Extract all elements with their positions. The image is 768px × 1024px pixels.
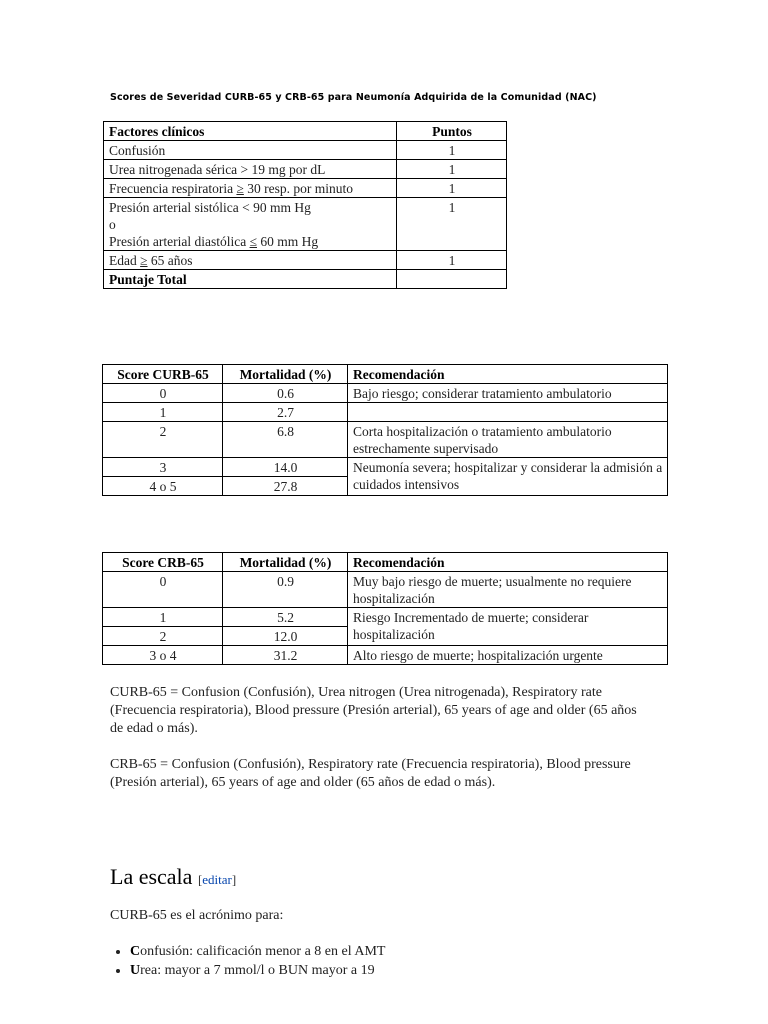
factor-cell: [104, 179, 397, 198]
list-item-text: rea: mayor a 7 mmol/l o BUN mayor a 19: [140, 963, 375, 978]
mortality-cell: 5.2: [223, 608, 348, 627]
factor-line: [109, 233, 392, 250]
table-row: [104, 270, 507, 289]
mortality-cell: 2.7: [223, 403, 348, 422]
score-cell: 1: [103, 608, 223, 627]
factor-cell: Urea nitrogenada sérica > 19 mg por dL: [104, 160, 397, 179]
score-cell: 1: [103, 403, 223, 422]
table-row: [104, 160, 507, 179]
list-item: [130, 961, 650, 980]
mortality-cell: 6.8: [223, 422, 348, 458]
edit-link[interactable]: editar: [202, 872, 232, 887]
score-cell: 2: [103, 627, 223, 646]
edit-bracket-open: [: [197, 872, 203, 887]
edit-section: [198, 872, 236, 887]
factor-text: Edad: [109, 253, 141, 268]
gte-symbol: ≥: [236, 181, 244, 196]
factor-text: Frecuencia respiratoria: [109, 181, 237, 196]
list-item: [130, 942, 650, 961]
factor-text: 65 años: [147, 253, 193, 268]
factor-line: Presión arterial sistólica < 90 mm Hg: [109, 200, 311, 215]
section-heading: [110, 864, 236, 890]
points-cell: 1: [397, 198, 507, 251]
clinical-factors-table: [103, 121, 507, 289]
column-header: Recomendación: [348, 553, 668, 572]
document-title: Scores de Severidad CURB-65 y CRB-65 para Neumonía Adquirida de la Comunidad (NAC): [110, 92, 597, 103]
column-header: Score CURB-65: [103, 365, 223, 384]
score-cell: 2: [103, 422, 223, 458]
score-cell: 0: [103, 572, 223, 608]
gte-symbol: ≥: [140, 253, 148, 268]
total-label: Puntaje Total: [104, 270, 397, 289]
lte-symbol: ≤: [249, 234, 257, 249]
curb65-definition: CURB-65 = Confusion (Confusión), Urea nitrogen (Urea nitrogenada), Respiratory rate (Frecuencia respiratoria), Blood pressure (Presión arterial), 65 years of age and older (65 años de edad o más).: [110, 685, 637, 736]
acronym-intro: CURB-65 es el acrónimo para:: [110, 908, 284, 923]
section-heading-text: La escala: [110, 864, 193, 889]
factor-cell: Confusión: [104, 141, 397, 160]
mortality-cell: 0.6: [223, 384, 348, 403]
table-row: [104, 251, 507, 270]
recommendation-cell: Alto riesgo de muerte; hospitalización urgente: [348, 646, 668, 665]
table-row: [103, 572, 668, 608]
score-cell: 3 o 4: [103, 646, 223, 665]
mortality-cell: 0.9: [223, 572, 348, 608]
factor-line: o: [109, 217, 116, 232]
mortality-cell: 31.2: [223, 646, 348, 665]
recommendation-cell: Bajo riesgo; considerar tratamiento ambulatorio: [348, 384, 668, 403]
column-header: Score CRB-65: [103, 553, 223, 572]
recommendation-cell: [348, 403, 668, 422]
acronym-letter: U: [130, 963, 141, 978]
table-row: [103, 458, 668, 477]
points-cell: 1: [397, 141, 507, 160]
column-header: Mortalidad (%): [223, 365, 348, 384]
recommendation-cell: Neumonía severa; hospitalizar y considerar la admisión a cuidados intensivos: [348, 458, 668, 496]
total-cell: [397, 270, 507, 289]
mortality-cell: 27.8: [223, 477, 348, 496]
recommendation-cell: Muy bajo riesgo de muerte; usualmente no requiere hospitalización: [348, 572, 668, 608]
column-header: Recomendación: [348, 365, 668, 384]
crb65-table: [102, 552, 668, 665]
column-header: Mortalidad (%): [223, 553, 348, 572]
table-header-row: [104, 122, 507, 141]
crb65-definition: CRB-65 = Confusion (Confusión), Respiratory rate (Frecuencia respiratoria), Blood pressure (Presión arterial), 65 years of age and older (65 años de edad o más).: [110, 757, 631, 790]
points-cell: 1: [397, 251, 507, 270]
points-cell: 1: [397, 179, 507, 198]
table-row: [103, 384, 668, 403]
recommendation-cell: Corta hospitalización o tratamiento ambulatorio estrechamente supervisado: [348, 422, 668, 458]
points-cell: 1: [397, 160, 507, 179]
curb65-table: [102, 364, 668, 496]
score-cell: 3: [103, 458, 223, 477]
table-row: [103, 646, 668, 665]
mortality-cell: 12.0: [223, 627, 348, 646]
score-cell: 4 o 5: [103, 477, 223, 496]
list-item-text: onfusión: calificación menor a 8 en el AMT: [140, 944, 386, 959]
table-row: [103, 403, 668, 422]
mortality-cell: 14.0: [223, 458, 348, 477]
table-header-row: [103, 553, 668, 572]
edit-bracket-close: ]: [231, 872, 237, 887]
column-header: Puntos: [397, 122, 507, 141]
table-row: [103, 422, 668, 458]
table-row: [103, 608, 668, 627]
factor-text: 60 mm Hg: [257, 234, 319, 249]
recommendation-cell: Riesgo Incrementado de muerte; considerar hospitalización: [348, 608, 668, 646]
score-cell: 0: [103, 384, 223, 403]
factor-cell: [104, 251, 397, 270]
factor-text: 30 resp. por minuto: [243, 181, 353, 196]
table-row: [104, 141, 507, 160]
column-header: Factores clínicos: [104, 122, 397, 141]
table-row: [104, 179, 507, 198]
table-row: [104, 198, 507, 251]
factor-text: Presión arterial diastólica: [109, 234, 250, 249]
table-header-row: [103, 365, 668, 384]
acronym-list: [110, 942, 650, 980]
factor-cell: [104, 198, 397, 251]
acronym-letter: C: [130, 944, 141, 959]
